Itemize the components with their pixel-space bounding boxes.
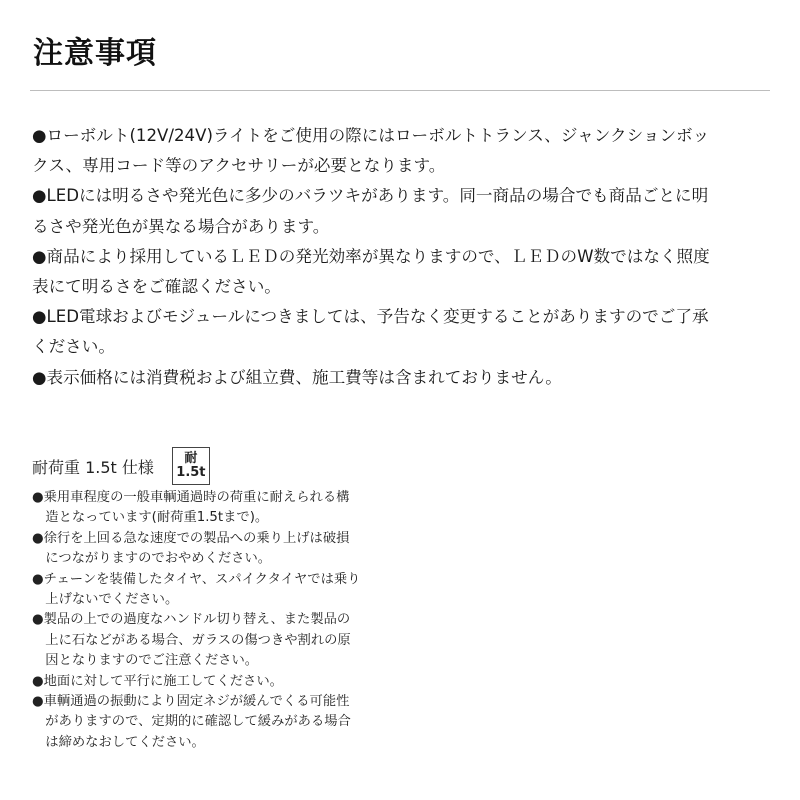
spec-item: ●車輌通過の振動により固定ネジが緩んでくる可能性 がありますので、定期的に確認して緩みがある場合 は締めなおしてください。 <box>32 694 351 750</box>
badge-top-text: 耐 <box>184 451 198 466</box>
load-spec-header <box>32 445 210 487</box>
note-item: ●LED電球およびモジュールにつきましては、予告なく変更することがありますのでご了承 ください。 <box>32 307 709 357</box>
spec-item: ●チェーンを装備したタイヤ、スパイクタイヤでは乗り 上げないでください。 <box>32 571 361 608</box>
spec-item: ●製品の上での過度なハンドル切り替え、また製品の 上に石などがある場合、ガラスの傷つきや割れの原 因となりますのでご注意ください。 <box>32 612 351 669</box>
note-item: ●LEDには明るさや発光色に多少のバラツキがあります。同一商品の場合でも商品ごとに明 るさや発光色が異なる場合があります。 <box>32 186 709 236</box>
load-spec-title: 耐荷重 1.5t 仕様 <box>32 457 154 477</box>
spec-item: ●乗用車程度の一般車輌通過時の荷重に耐えられる構 造となっています(耐荷重1.5tまで)。 <box>32 490 350 526</box>
note-item: ●表示価格には消費税および組立費、施工費等は含まれておりません。 <box>32 367 562 387</box>
load-capacity-badge-icon <box>172 447 210 485</box>
note-item: ●ローボルト(12V/24V)ライトをご使用の際にはローボルトトランス、ジャンクションボッ クス、専用コード等のアクセサリーが必要となります。 <box>32 126 710 176</box>
load-spec-list <box>32 488 387 753</box>
spec-item: ●徐行を上回る急な速度での製品への乗り上げは破損 につながりますのでおやめください。 <box>32 530 350 567</box>
notes-list <box>32 121 772 393</box>
badge-bottom-text: 1.5t <box>176 465 206 480</box>
note-item: ●商品により採用しているＬＥＤの発光効率が異なりますので、ＬＥＤのW数ではなく照度 表にて明るさをご確認ください。 <box>32 246 710 297</box>
spec-item: ●地面に対して平行に施工してください。 <box>32 673 283 689</box>
page-title: 注意事項 <box>33 36 157 71</box>
title-divider <box>30 90 770 91</box>
